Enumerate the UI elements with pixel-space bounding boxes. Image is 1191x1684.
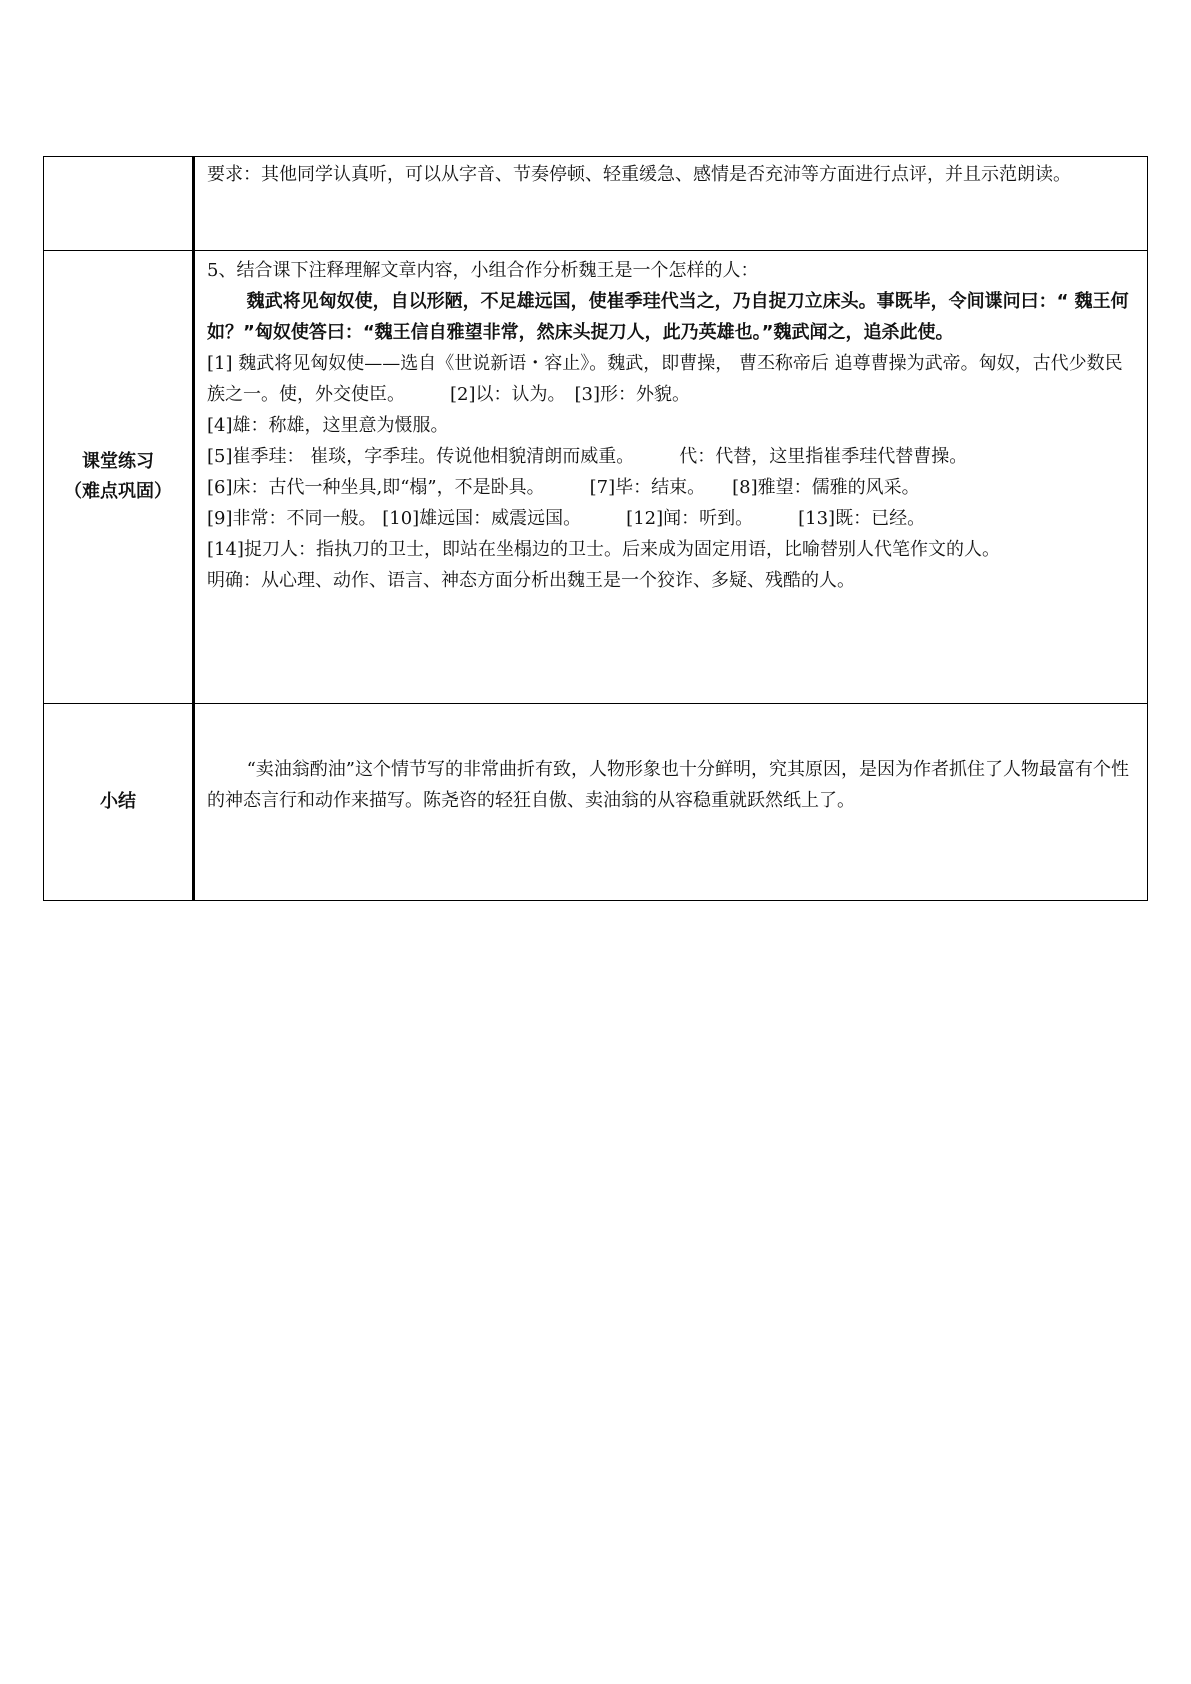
lesson-plan-table bbox=[43, 156, 1148, 901]
annotation-line: [5]崔季珪： 崔琰，字季珪。传说他相貌清朗而威重。 代：代替，这里指崔季珪代替曹操。 bbox=[207, 446, 968, 467]
annotation-line: [1] 魏武将见匈奴使——选自《世说新语・容止》。魏武，即曹操， 曹丕称帝后 追尊曹操为武帝。匈奴，古代少数民族之一。使，外交使臣。 [2]以：认为。 [3]形：外貌。 bbox=[207, 353, 1123, 405]
row-label-practice bbox=[44, 251, 194, 704]
table-row bbox=[44, 157, 1148, 251]
row-label-empty bbox=[44, 157, 194, 251]
summary-cell bbox=[194, 704, 1148, 901]
summary-text: “卖油翁酌油”这个情节写的非常曲折有致，人物形象也十分鲜明，究其原因，是因为作者抓住了人物最富有个性的神态言行和动作来描写。陈尧咨的轻狂自傲、卖油翁的从容稳重就跃然纸上了。 bbox=[207, 759, 1129, 811]
label-practice-line1: 课堂练习 bbox=[82, 451, 154, 472]
conclusion-text: 明确：从心理、动作、语言、神态方面分析出魏王是一个狡诈、多疑、残酷的人。 bbox=[207, 570, 855, 591]
table-row bbox=[44, 251, 1148, 704]
annotation-line: [14]捉刀人：指执刀的卫士，即站在坐榻边的卫士。后来成为固定用语，比喻替别人代笔作文的人。 bbox=[207, 539, 1000, 560]
requirement-cell bbox=[194, 157, 1148, 251]
practice-cell bbox=[194, 251, 1148, 704]
table-row bbox=[44, 704, 1148, 901]
task-prompt: 5、结合课下注释理解文章内容，小组合作分析魏王是一个怎样的人： bbox=[207, 260, 759, 281]
annotation-line: [9]非常：不同一般。 [10]雄远国：威震远国。 [12]闻：听到。 [13]既：已经。 bbox=[207, 508, 926, 529]
annotation-line: [4]雄：称雄，这里意为慑服。 bbox=[207, 415, 449, 436]
classical-passage: 魏武将见匈奴使，自以形陋，不足雄远国，使崔季珪代当之，乃自捉刀立床头。事既毕，令间谍问曰：“ 魏王何如？”匈奴使答曰：“魏王信自雅望非常，然床头捉刀人，此乃英雄也。”魏武闻之，追杀此使。 bbox=[207, 291, 1129, 343]
row-label-summary: 小结 bbox=[44, 704, 194, 901]
annotation-line: [6]床：古代一种坐具,即“榻”，不是卧具。 [7]毕：结束。 [8]雅望：儒雅的风采。 bbox=[207, 477, 920, 498]
label-practice-line2: （难点巩固） bbox=[64, 481, 172, 502]
requirement-text: 要求：其他同学认真听，可以从字音、节奏停顿、轻重缓急、感情是否充沛等方面进行点评，并且示范朗读。 bbox=[207, 164, 1071, 185]
